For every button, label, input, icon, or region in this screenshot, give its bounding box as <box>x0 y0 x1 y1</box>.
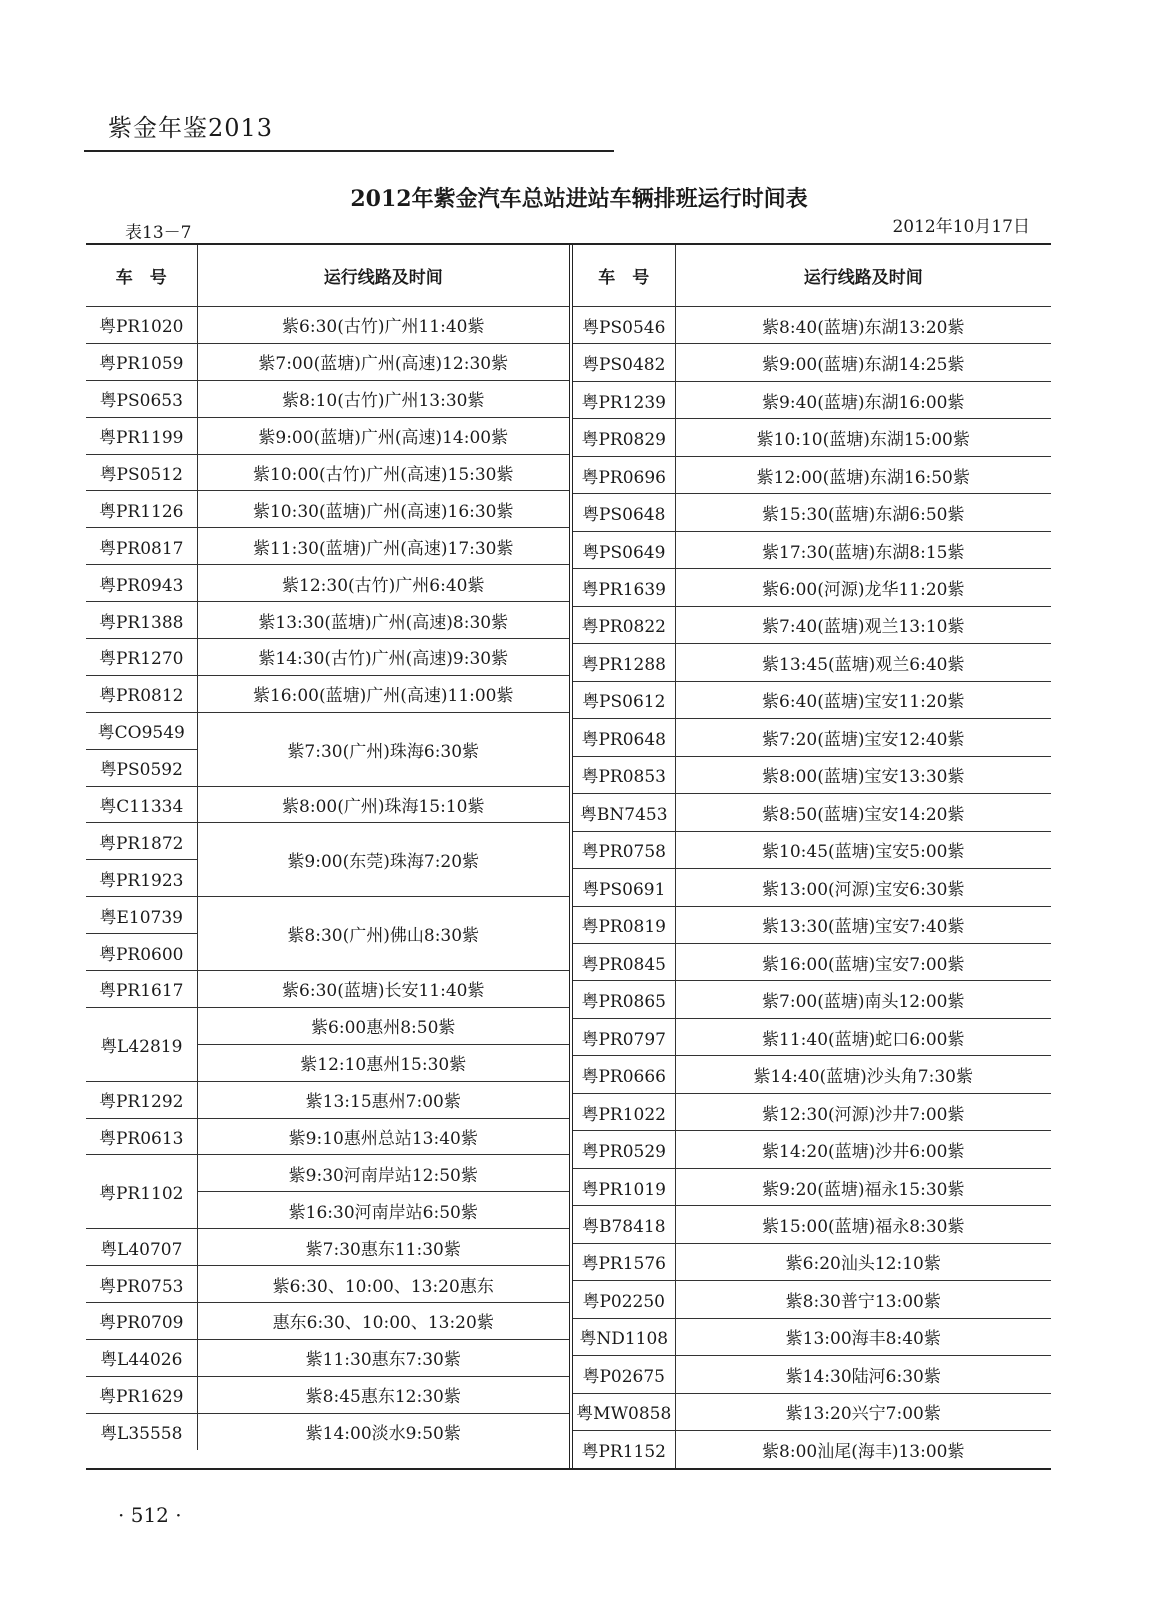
route-cell: 紫13:00海丰8:40紫 <box>675 1318 1051 1355</box>
table-row <box>573 494 1051 531</box>
route-cell: 紫10:10(蓝塘)东湖15:00紫 <box>675 419 1051 456</box>
plate-cell: 粤L35558 <box>86 1413 197 1450</box>
plate-cell: 粤PS0649 <box>573 531 675 568</box>
route-cell: 紫12:00(蓝塘)东湖16:50紫 <box>675 456 1051 493</box>
plate-cell: 粤PR0829 <box>573 419 675 456</box>
plate-cell: 粤P02250 <box>573 1281 675 1318</box>
table-row <box>573 456 1051 493</box>
route-cell: 紫8:00(蓝塘)宝安13:30紫 <box>675 756 1051 793</box>
plate-cell: 粤PR0613 <box>86 1118 197 1155</box>
plate-cell: 粤PS0512 <box>86 454 197 491</box>
route-cell: 紫6:00(河源)龙华11:20紫 <box>675 569 1051 606</box>
table-row <box>86 491 569 528</box>
plate-cell: 粤PR0865 <box>573 981 675 1018</box>
plate-cell: 粤PR1288 <box>573 644 675 681</box>
route-cell: 紫9:00(东莞)珠海7:20紫 <box>197 823 569 897</box>
route-cell: 紫13:30(蓝塘)广州(高速)8:30紫 <box>197 602 569 639</box>
route-cell: 紫8:45惠东12:30紫 <box>197 1376 569 1413</box>
plate-cell: 粤PR1152 <box>573 1431 675 1468</box>
plate-cell: 粤PR1102 <box>86 1155 197 1229</box>
table-row <box>573 831 1051 868</box>
table-row <box>573 906 1051 943</box>
route-cell: 紫15:00(蓝塘)福永8:30紫 <box>675 1206 1051 1243</box>
right-table-body <box>573 307 1051 1469</box>
plate-cell: 粤PS0592 <box>86 749 197 786</box>
route-cell: 紫7:00(蓝塘)广州(高速)12:30紫 <box>197 343 569 380</box>
table-row <box>86 380 569 417</box>
table-row <box>86 1413 569 1450</box>
table-row <box>573 644 1051 681</box>
route-cell: 紫6:30(古竹)广州11:40紫 <box>197 307 569 344</box>
route-cell: 紫8:00汕尾(海丰)13:00紫 <box>762 1442 965 1463</box>
table-row <box>86 786 569 823</box>
plate-cell: 粤PR0600 <box>86 934 197 971</box>
left-table-body <box>86 307 569 1451</box>
table-title: 2012年紫金汽车总站进站车辆排班运行时间表 <box>350 186 808 212</box>
header-rule <box>84 150 614 152</box>
plate-cell: 粤PR1923 <box>86 860 197 897</box>
route-header: 运行线路及时间 <box>675 245 1051 307</box>
route-cell: 紫17:30(蓝塘)东湖8:15紫 <box>675 531 1051 568</box>
table-row <box>573 569 1051 606</box>
route-cell: 紫14:30(古竹)广州(高速)9:30紫 <box>197 639 569 676</box>
table-row <box>573 981 1051 1018</box>
plate-cell: 粤PR1126 <box>86 491 197 528</box>
plate-cell: 粤PR1022 <box>573 1093 675 1130</box>
plate-cell: 粤PR1019 <box>573 1168 675 1205</box>
route-cell: 紫14:20(蓝塘)沙井6:00紫 <box>675 1131 1051 1168</box>
route-cell: 紫13:45(蓝塘)观兰6:40紫 <box>675 644 1051 681</box>
table-row <box>86 823 569 860</box>
table-row <box>86 897 569 934</box>
plate-cell: 粤PR0648 <box>573 719 675 756</box>
table-row <box>86 1339 569 1376</box>
route-cell: 紫9:00(蓝塘)东湖14:25紫 <box>675 344 1051 381</box>
route-cell: 紫10:30(蓝塘)广州(高速)16:30紫 <box>197 491 569 528</box>
route-cell: 紫12:30(河源)沙井7:00紫 <box>675 1093 1051 1130</box>
plate-cell: 粤C11334 <box>86 786 197 823</box>
table-row <box>86 1118 569 1155</box>
plate-header: 车 号 <box>573 245 675 307</box>
table-row <box>573 307 1051 344</box>
route-cell: 紫7:00(蓝塘)南头12:00紫 <box>675 981 1051 1018</box>
plate-cell: 粤L44026 <box>86 1339 197 1376</box>
plate-cell: 粤L40707 <box>86 1229 197 1266</box>
table-row <box>573 1356 1051 1393</box>
plate-cell: 粤PR0853 <box>573 756 675 793</box>
route-cell: 紫13:15惠州7:00紫 <box>197 1081 569 1118</box>
plate-cell: 粤PR0797 <box>573 1018 675 1055</box>
route-cell: 紫8:30(广州)佛山8:30紫 <box>197 897 569 971</box>
table-row <box>86 1081 569 1118</box>
route-cell: 紫12:30(古竹)广州6:40紫 <box>197 565 569 602</box>
route-cell: 紫11:30惠东7:30紫 <box>197 1339 569 1376</box>
plate-cell: 粤MW0858 <box>573 1393 675 1430</box>
table-row <box>573 1168 1051 1205</box>
route-cell: 紫14:40(蓝塘)沙头角7:30紫 <box>675 1056 1051 1093</box>
plate-cell: 粤PS0648 <box>573 494 675 531</box>
route-cell: 紫8:00(广州)珠海15:10紫 <box>197 786 569 823</box>
route-cell: 紫7:20(蓝塘)宝安12:40紫 <box>675 719 1051 756</box>
plate-cell: 粤PR0666 <box>573 1056 675 1093</box>
plate-cell: 粤PR1576 <box>573 1243 675 1280</box>
table-row <box>573 1243 1051 1280</box>
table-row <box>573 1431 1051 1468</box>
table-bottom-rule <box>86 1468 1051 1470</box>
plate-cell: 粤P02675 <box>573 1356 675 1393</box>
route-cell: 紫7:40(蓝塘)观兰13:10紫 <box>675 606 1051 643</box>
route-cell: 紫13:00(河源)宝安6:30紫 <box>675 869 1051 906</box>
plate-cell: 粤B78418 <box>573 1206 675 1243</box>
route-cell: 紫9:00(蓝塘)广州(高速)14:00紫 <box>197 417 569 454</box>
plate-cell: 粤PR1059 <box>86 343 197 380</box>
route-cell: 紫14:00淡水9:50紫 <box>305 1424 461 1445</box>
page-number: · 512 · <box>118 1503 182 1527</box>
table-row <box>86 1229 569 1266</box>
plate-cell: 粤PR1629 <box>86 1376 197 1413</box>
route-cell: 惠东6:30、10:00、13:20紫 <box>197 1303 569 1340</box>
table-row <box>86 602 569 639</box>
route-cell: 紫13:20兴宁7:00紫 <box>675 1393 1051 1430</box>
table-row <box>86 528 569 565</box>
plate-cell: 粤E10739 <box>86 897 197 934</box>
plate-cell: 粤PR1020 <box>86 307 197 344</box>
route-cell: 紫8:40(蓝塘)东湖13:20紫 <box>675 307 1051 344</box>
table-row <box>573 381 1051 418</box>
table-row <box>573 1131 1051 1168</box>
plate-cell: 粤PR0943 <box>86 565 197 602</box>
schedule-table-right <box>573 245 1051 1468</box>
route-cell: 紫7:30惠东11:30紫 <box>197 1229 569 1266</box>
route-cell: 紫6:30(蓝塘)长安11:40紫 <box>197 971 569 1008</box>
table-row <box>86 307 569 344</box>
route-cell: 紫10:45(蓝塘)宝安5:00紫 <box>675 831 1051 868</box>
plate-cell: 粤PR0696 <box>573 456 675 493</box>
schedule-table-left <box>86 245 569 1450</box>
table-row <box>573 1093 1051 1130</box>
plate-cell: 粤L42819 <box>86 1007 197 1081</box>
table-row <box>86 1303 569 1340</box>
route-cell: 紫7:30(广州)珠海6:30紫 <box>197 712 569 786</box>
route-cell: 紫11:40(蓝塘)蛇口6:00紫 <box>675 1018 1051 1055</box>
plate-cell: 粤PR0753 <box>86 1266 197 1303</box>
plate-cell: 粤PR1199 <box>86 417 197 454</box>
table-date: 2012年10月17日 <box>892 217 1030 237</box>
table-row <box>573 681 1051 718</box>
plate-cell: 粤PS0482 <box>573 344 675 381</box>
route-cell: 紫6:30、10:00、13:20惠东 <box>197 1266 569 1303</box>
route-cell: 紫9:10惠州总站13:40紫 <box>197 1118 569 1155</box>
plate-cell: 粤PR0529 <box>573 1131 675 1168</box>
plate-cell: 粤PR0758 <box>573 831 675 868</box>
plate-cell: 粤PR1270 <box>86 639 197 676</box>
table-row <box>573 344 1051 381</box>
table-row <box>86 712 569 749</box>
plate-cell: 粤PR1617 <box>86 971 197 1008</box>
table-row <box>86 454 569 491</box>
table-row <box>86 1155 569 1192</box>
plate-cell: 粤PR0709 <box>86 1303 197 1340</box>
table-row <box>573 1056 1051 1093</box>
table-row <box>86 565 569 602</box>
table-row <box>573 1318 1051 1355</box>
route-cell: 紫9:20(蓝塘)福永15:30紫 <box>675 1168 1051 1205</box>
table-row <box>573 794 1051 831</box>
table-row <box>86 971 569 1008</box>
route-cell: 紫9:40(蓝塘)东湖16:00紫 <box>675 381 1051 418</box>
table-row <box>573 1206 1051 1243</box>
running-head: 紫金年鉴2013 <box>108 114 274 142</box>
table-row <box>573 1018 1051 1055</box>
plate-cell: 粤PR1639 <box>573 569 675 606</box>
table-header-row <box>86 245 569 307</box>
plate-cell: 粤PR1872 <box>86 823 197 860</box>
route-cell: 紫6:40(蓝塘)宝安11:20紫 <box>675 681 1051 718</box>
route-cell: 紫16:00(蓝塘)广州(高速)11:00紫 <box>197 675 569 712</box>
route-cell: 紫16:30河南岸站6:50紫 <box>197 1192 569 1229</box>
route-cell: 紫9:30河南岸站12:50紫 <box>197 1155 569 1192</box>
route-cell: 紫14:30陆河6:30紫 <box>675 1356 1051 1393</box>
route-cell: 紫10:00(古竹)广州(高速)15:30紫 <box>197 454 569 491</box>
route-cell: 紫13:30(蓝塘)宝安7:40紫 <box>675 906 1051 943</box>
plate-cell: 粤PR1292 <box>86 1081 197 1118</box>
plate-cell: 粤CO9549 <box>86 712 197 749</box>
table-row <box>86 1266 569 1303</box>
route-cell: 紫6:20汕头12:10紫 <box>675 1243 1051 1280</box>
route-cell: 紫8:30普宁13:00紫 <box>675 1281 1051 1318</box>
plate-cell: 粤PS0546 <box>573 307 675 344</box>
plate-cell: 粤PR0822 <box>573 606 675 643</box>
table-row <box>573 606 1051 643</box>
route-cell: 紫11:30(蓝塘)广州(高速)17:30紫 <box>197 528 569 565</box>
plate-cell: 粤PR0817 <box>86 528 197 565</box>
plate-cell: 粤PR1239 <box>573 381 675 418</box>
route-cell: 紫16:00(蓝塘)宝安7:00紫 <box>675 943 1051 980</box>
route-cell: 紫15:30(蓝塘)东湖6:50紫 <box>675 494 1051 531</box>
table-row <box>86 417 569 454</box>
table-row <box>86 1007 569 1044</box>
table-row <box>86 639 569 676</box>
plate-cell: 粤PS0612 <box>573 681 675 718</box>
table-row <box>573 943 1051 980</box>
table-row <box>573 756 1051 793</box>
route-cell: 紫12:10惠州15:30紫 <box>197 1044 569 1081</box>
route-header: 运行线路及时间 <box>197 245 569 307</box>
table-row <box>573 869 1051 906</box>
table-row <box>86 343 569 380</box>
table-row <box>573 419 1051 456</box>
table-row <box>573 1393 1051 1430</box>
plate-cell: 粤PS0691 <box>573 869 675 906</box>
route-cell: 紫8:10(古竹)广州13:30紫 <box>197 380 569 417</box>
plate-cell: 粤PR0845 <box>573 943 675 980</box>
plate-cell: 粤PR1388 <box>86 602 197 639</box>
table-number: 表13－7 <box>125 223 192 243</box>
plate-cell: 粤PR0819 <box>573 906 675 943</box>
plate-cell: 粤BN7453 <box>573 794 675 831</box>
route-cell: 紫8:50(蓝塘)宝安14:20紫 <box>675 794 1051 831</box>
plate-cell: 粤PR0812 <box>86 675 197 712</box>
table-row <box>573 719 1051 756</box>
table-row <box>86 675 569 712</box>
table-row <box>86 1376 569 1413</box>
table-header-row <box>573 245 1051 307</box>
plate-cell: 粤PS0653 <box>86 380 197 417</box>
plate-header: 车 号 <box>86 245 197 307</box>
table-row <box>573 531 1051 568</box>
route-cell: 紫6:00惠州8:50紫 <box>197 1007 569 1044</box>
table-row <box>573 1281 1051 1318</box>
plate-cell: 粤ND1108 <box>573 1318 675 1355</box>
